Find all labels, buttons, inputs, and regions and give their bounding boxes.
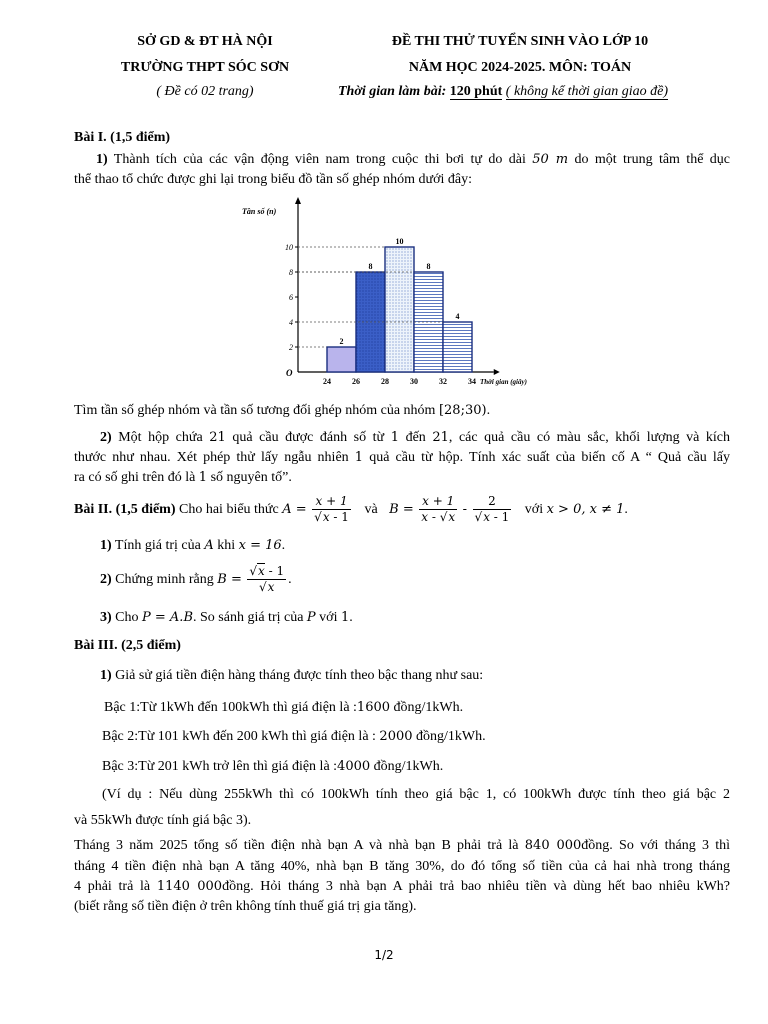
proof-b-label: B = xyxy=(217,572,242,587)
bai2-title: Bài II. (1,5 điểm) xyxy=(74,502,176,517)
tier1-unit: đồng/1kWh. xyxy=(393,700,464,715)
histogram-bar xyxy=(327,347,356,372)
bai1-p1-text-a: Thành tích của các vận động viên nam trong cuộc thi bơi tự do dài xyxy=(113,152,526,167)
histogram-chart xyxy=(236,194,556,390)
tier2-text: Bậc 2:Từ 101 kWh đến 200 kWh thì giá điện là : xyxy=(102,729,376,744)
expr-a-label: A = xyxy=(282,502,307,517)
origin-label: O xyxy=(286,368,293,378)
expr-b-den1-sqrt: x xyxy=(448,510,456,525)
bai1-p1-num: 1) xyxy=(96,152,108,167)
bai2-intro xyxy=(74,492,730,528)
tier3-unit: đồng/1kWh. xyxy=(373,759,444,774)
y-tick-label: 2 xyxy=(289,343,293,352)
exam-time xyxy=(338,84,668,100)
proof-num-rest: - 1 xyxy=(264,564,285,579)
bai2-q1-end: . xyxy=(281,538,286,553)
expr-b-den2-sqrt: x xyxy=(483,510,490,525)
bai2-q3 xyxy=(74,608,730,628)
with-word: với xyxy=(524,502,544,517)
expr-b-label: B = xyxy=(389,502,414,517)
bai2-q1 xyxy=(74,536,730,556)
bai3-p1 xyxy=(74,666,730,686)
ball-count: 21 xyxy=(209,430,226,445)
expr-b-minus: - xyxy=(462,502,468,517)
example-line2: và 55kWh được tính giá bậc 3). xyxy=(74,813,252,828)
bar-value-label: 8 xyxy=(426,262,431,271)
bar-value-label: 8 xyxy=(368,262,373,271)
x-tick-label: 26 xyxy=(352,377,360,386)
problem-line1-b: đồng. So với tháng 3 thì xyxy=(581,838,731,853)
bai1-p2-line1 xyxy=(74,428,730,448)
x-axis-label: Thời gian (giây) xyxy=(480,378,527,386)
proof-den-sqrt: x xyxy=(267,580,275,595)
problem-line2: tháng 4 tiền điện nhà bạn A tăng 40%, nhà bạn B tăng 30%, do đó tổng số tiền của cả hai nhà trong tháng xyxy=(74,859,730,874)
expr-b-fraction2 xyxy=(473,494,512,525)
x-value: x = 16 xyxy=(238,538,282,553)
var-p: P xyxy=(306,610,316,625)
proof-denominator: √x xyxy=(259,580,275,595)
bai1-q1-text: Tìm tần số ghép nhóm và tần số tương đối ghép nhóm của nhóm xyxy=(74,403,436,418)
y-axis-arrow xyxy=(295,197,301,204)
x-tick-label: 30 xyxy=(410,377,418,386)
bar-value-label: 10 xyxy=(395,237,404,246)
proof-fraction xyxy=(247,564,286,595)
bai2-q2-text: Chứng minh rằng xyxy=(115,572,214,587)
bai1-p2-text-d: , các quả cầu có màu sắc, khối lượng và kích xyxy=(448,430,731,445)
bai1-q1-end: . xyxy=(486,403,491,418)
expr-a-den-rest: - 1 xyxy=(329,510,349,525)
tier-1 xyxy=(104,698,704,718)
bar-value-label: 4 xyxy=(455,312,460,321)
bai1-p1-line2: thể thao tổ chức được ghi lại trong biểu đồ tần số ghép nhóm dưới đây: xyxy=(74,172,472,187)
problem-line1-a: Tháng 3 năm 2025 tổng số tiền điện nhà bạn A và nhà bạn B phải trả là xyxy=(74,838,519,853)
bai2-q3-end: . xyxy=(349,610,353,625)
bai1-p2-line2 xyxy=(74,448,730,468)
tier2-unit: đồng/1kWh. xyxy=(416,729,486,744)
bai2-q2-end: . xyxy=(288,572,292,587)
var-a: A xyxy=(204,538,214,553)
problem-line1 xyxy=(74,836,730,856)
expr-a-denominator: √x - 1 xyxy=(314,510,349,525)
amount-march: 840 000 xyxy=(524,838,582,853)
range-end: 21 xyxy=(432,430,449,445)
bai1-p2-text-a: Một hộp chứa xyxy=(118,430,203,445)
bai1-p2-num: 2) xyxy=(100,430,112,445)
draw-count: 1 xyxy=(354,450,364,465)
condition: x > 0, x ≠ 1 xyxy=(546,502,625,517)
y-axis-label: Tần số (n) xyxy=(242,207,277,216)
bai1-title: Bài I. (1,5 điểm) xyxy=(74,130,171,145)
bai2-q3-num: 3) xyxy=(100,610,112,625)
bai2-q1-text: Tính giá trị của xyxy=(114,538,201,553)
bai2-q3-c: với xyxy=(319,610,338,625)
bai2-q3-b: . So sánh giá trị của xyxy=(193,610,304,625)
bai2-q1-num: 1) xyxy=(100,538,112,553)
exam-year-subject: NĂM HỌC 2024-2025. MÔN: TOÁN xyxy=(408,60,632,75)
bai1-p2-line2-b: quả cầu từ hộp. Tính xác suất của biến cố A “ Quả cầu lấy xyxy=(369,450,731,465)
tier1-text: Bậc 1:Từ 1kWh đến 100kWh thì giá điện là : xyxy=(104,700,357,715)
expr-b-fraction1 xyxy=(419,494,457,525)
y-tick-label: 4 xyxy=(289,318,293,327)
bar-value-label: 2 xyxy=(339,337,344,346)
and-word: và xyxy=(364,502,378,517)
expr-b-den1-a: x - xyxy=(421,510,440,525)
tier1-price: 1600 xyxy=(356,700,391,715)
expr-b-num2: 2 xyxy=(473,494,512,510)
bai1-q1 xyxy=(74,401,730,421)
tier3-price: 4000 xyxy=(337,759,371,774)
school-name: TRƯỜNG THPT SÓC SƠN xyxy=(120,60,290,75)
y-tick-label: 10 xyxy=(285,243,293,252)
expr-b-den2-rest: - 1 xyxy=(489,510,510,525)
bai3-p1-num: 1) xyxy=(100,668,112,683)
p-expression: P = A.B xyxy=(142,610,193,625)
time-value: 120 phút xyxy=(449,84,503,99)
problem-line3 xyxy=(74,877,730,897)
example-line1: (Ví dụ : Nếu dùng 255kWh thì có 100kWh tính theo giá bậc 1, có 100kWh được tính theo giá bậc 2 xyxy=(102,787,730,802)
bai1-p2-text-c: đến xyxy=(405,430,426,445)
bai2-q2-num: 2) xyxy=(100,572,112,587)
bai1-p2-line2-a: thước như nhau. Xét phép thử lấy ngẫu nhiên xyxy=(74,450,349,465)
bai1-p1-line1 xyxy=(74,150,730,170)
one-value: 1 xyxy=(198,470,208,485)
bai2-intro-text: Cho hai biểu thức xyxy=(179,502,279,517)
page-count-note: ( Đề có 02 trang) xyxy=(156,84,254,99)
y-tick-label: 8 xyxy=(289,268,293,277)
bai1-p2-line3-a: ra có số ghi trên đó là xyxy=(74,470,196,485)
amount-april: 1140 000 xyxy=(156,879,223,894)
problem-line3-a: 4 phải trả là xyxy=(74,879,151,894)
school-dept: SỞ GD & ĐT HÀ NỘI xyxy=(137,34,273,49)
tier-3 xyxy=(102,757,702,777)
y-tick-label: 6 xyxy=(289,293,293,302)
problem-line4: (biết rằng số tiền điện ở trên không tính thuế giá trị gia tăng). xyxy=(74,899,417,914)
condition-end: . xyxy=(624,502,628,517)
x-tick-label: 24 xyxy=(323,377,331,386)
time-label: Thời gian làm bài: xyxy=(338,84,447,99)
proof-numerator: √x - 1 xyxy=(249,564,285,579)
bai1-p2-line3 xyxy=(74,468,730,488)
bai1-p2-text-b: quả cầu được đánh số từ xyxy=(232,430,385,445)
expr-a-numerator: x + 1 xyxy=(312,494,351,510)
bai3-title: Bài III. (2,5 điểm) xyxy=(74,638,181,653)
exam-title: ĐỀ THI THỬ TUYỂN SINH VÀO LỚP 10 xyxy=(391,34,649,49)
bai2-q3-a: Cho xyxy=(115,610,139,625)
time-note: ( không kể thời gian giao đề) xyxy=(505,84,668,99)
bai1-p2-line3-b: số nguyên tố”. xyxy=(210,470,292,485)
tier2-price: 2000 xyxy=(379,729,413,744)
x-tick-label: 34 xyxy=(468,377,476,386)
expr-b-den1: x - √x xyxy=(421,510,456,525)
bai1-p1-text-b: do một trung tâm thể dục xyxy=(574,152,730,167)
tier-2 xyxy=(102,727,702,747)
histogram-bar xyxy=(443,322,472,372)
histogram-bar xyxy=(385,247,414,372)
compare-value: 1 xyxy=(340,610,350,625)
when-word: khi xyxy=(217,538,236,553)
expr-a-den-sqrt: x xyxy=(322,510,330,525)
expr-b-den2: √x - 1 xyxy=(474,510,510,525)
expr-b-num1: x + 1 xyxy=(419,494,457,510)
distance-value: 50 m xyxy=(532,152,569,167)
problem-line3-b: đồng. Hỏi tháng 3 nhà bạn A phải trả bao nhiêu tiền và dùng hết bao nhiêu kWh? xyxy=(222,879,731,894)
bai2-q2 xyxy=(74,560,730,600)
x-axis-arrow xyxy=(494,369,500,375)
tier3-text: Bậc 3:Từ 201 kWh trở lên thì giá điện là : xyxy=(102,759,338,774)
interval-value: [28;30) xyxy=(438,403,487,418)
x-tick-label: 32 xyxy=(439,377,447,386)
bai3-p1-text: Giả sử giá tiền điện hàng tháng được tính theo bậc thang như sau: xyxy=(115,668,484,683)
expr-a-fraction xyxy=(312,494,351,525)
proof-num-sqrt: x xyxy=(258,564,265,579)
x-tick-label: 28 xyxy=(381,377,389,386)
page-number: 1/2 xyxy=(374,948,394,962)
range-start: 1 xyxy=(390,430,399,445)
